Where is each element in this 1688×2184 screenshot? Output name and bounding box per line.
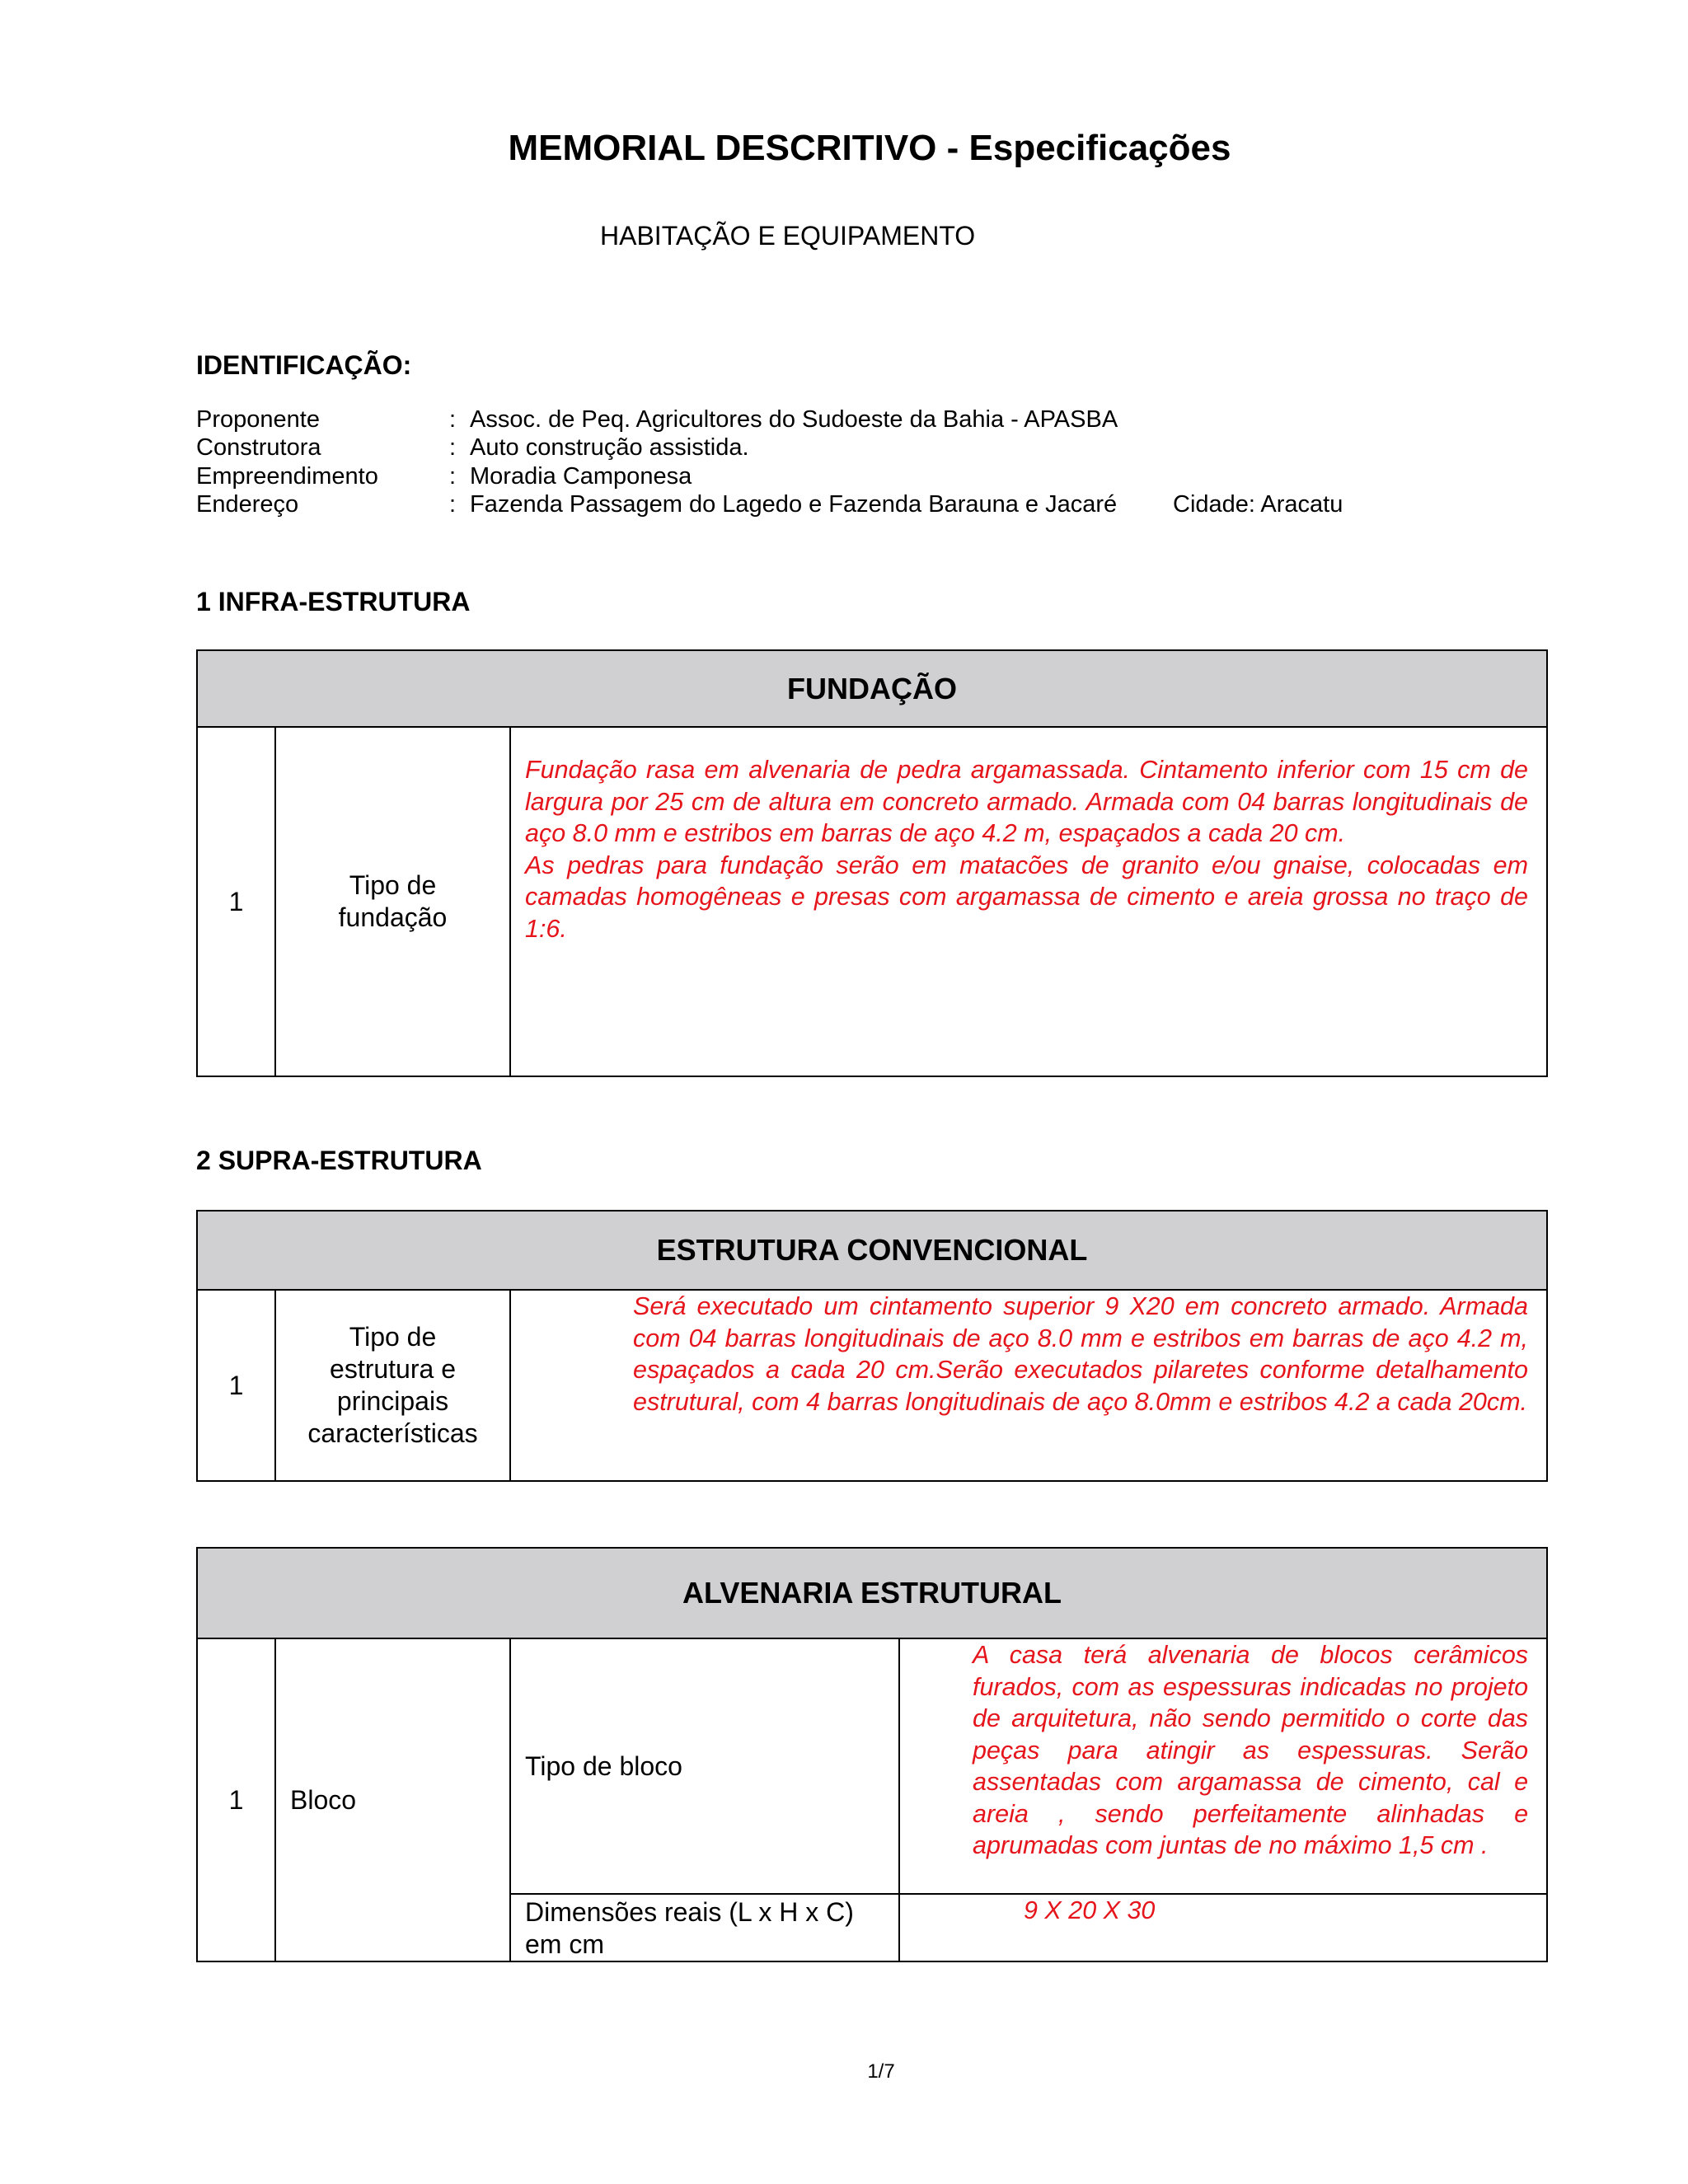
sub-row-label: Tipo de bloco — [510, 1638, 899, 1894]
row-label — [275, 727, 510, 1076]
identification-colon: : — [449, 491, 457, 518]
alvenaria-estrutural-table — [196, 1547, 1548, 1962]
description-paragraph: As pedras para fundação serão em matacões de granito e/ou gnaise, colocadas em camadas homogêneas e presas com argamassa de cimento e areia grossa no traço de 1:6. — [525, 851, 1528, 943]
identification-heading: IDENTIFICAÇÃO: — [196, 350, 412, 380]
row-description — [510, 1290, 1547, 1481]
row-number: 1 — [197, 727, 275, 1076]
document-subtitle: HABITAÇÃO E EQUIPAMENTO — [600, 221, 976, 251]
row-label-line: características — [307, 1418, 478, 1448]
description-paragraph: Fundação rasa em alvenaria de pedra argamassada. Cintamento inferior com 15 cm de largura por 25 cm de altura em concreto armado. Armada com 04 barras longitudinais de aço 8.0 mm e estribos em barras de aço 4.2 m, espaçados a cada 20 cm. — [525, 756, 1528, 847]
sub-row-value — [899, 1894, 1547, 1961]
section-heading-infra-estrutura: 1 INFRA-ESTRUTURA — [196, 587, 471, 616]
page-number: 1/7 — [867, 2060, 895, 2083]
section-heading-supra-estrutura: 2 SUPRA-ESTRUTURA — [196, 1146, 482, 1175]
row-item: Bloco — [275, 1638, 510, 1961]
identification-colon: : — [449, 406, 457, 433]
row-description — [510, 727, 1547, 1076]
fundacao-table — [196, 649, 1548, 1077]
identification-colon: : — [449, 463, 457, 490]
description-paragraph: Será executado um cintamento superior 9 X20 em concreto armado. Armada com 04 barras longitudinais de aço 8.0 mm e estribos em barras de aço 4.2 m, espaçados a cada 20 cm.Serão executados pilaretes conforme detalhamento estrutural, com 4 barras longitudinais de aço 8.0mm e estribos 4.2 a cada 20cm. — [633, 1292, 1528, 1416]
row-label-line: principais — [336, 1386, 449, 1416]
document-title: MEMORIAL DESCRITIVO - Especificações — [508, 128, 1231, 168]
dimensions-value: 9 X 20 X 30 — [1024, 1896, 1156, 1924]
row-number: 1 — [197, 1290, 275, 1481]
estrutura-convencional-table — [196, 1210, 1548, 1482]
table-header: FUNDAÇÃO — [197, 650, 1547, 727]
identification-label: Endereço — [196, 491, 299, 518]
identification-value: Moradia Camponesa — [470, 463, 692, 490]
sub-row-value — [899, 1638, 1547, 1894]
row-label — [275, 1290, 510, 1481]
identification-value: Fazenda Passagem do Lagedo e Fazenda Barauna e Jacaré — [470, 491, 1118, 518]
identification-city: Cidade: Aracatu — [1173, 491, 1343, 518]
identification-label: Proponente — [196, 406, 320, 433]
identification-value: Assoc. de Peq. Agricultores do Sudoeste da Bahia - APASBA — [470, 406, 1118, 433]
row-label-line: estrutura e — [330, 1354, 456, 1384]
table-header: ESTRUTURA CONVENCIONAL — [197, 1211, 1547, 1290]
row-label-line: Tipo de — [349, 1322, 437, 1352]
row-label-line: Tipo de — [349, 870, 437, 900]
sub-row-label: Dimensões reais (L x H x C) em cm — [510, 1894, 899, 1961]
table-header: ALVENARIA ESTRUTURAL — [197, 1548, 1547, 1638]
description-paragraph: A casa terá alvenaria de blocos cerâmicos furados, com as espessuras indicadas no projeto de arquitetura, não sendo permitido o corte das peças para atingir as espessuras. Serão assentadas com argamassa de cimento, cal e areia , sendo perfeitamente alinhadas e aprumadas com juntas de no máximo 1,5 cm . — [973, 1641, 1529, 1859]
identification-label: Construtora — [196, 434, 321, 461]
row-label-line: fundação — [338, 902, 448, 932]
identification-label: Empreendimento — [196, 463, 378, 490]
identification-colon: : — [449, 434, 457, 461]
row-number: 1 — [197, 1638, 275, 1961]
identification-value: Auto construção assistida. — [470, 434, 749, 461]
